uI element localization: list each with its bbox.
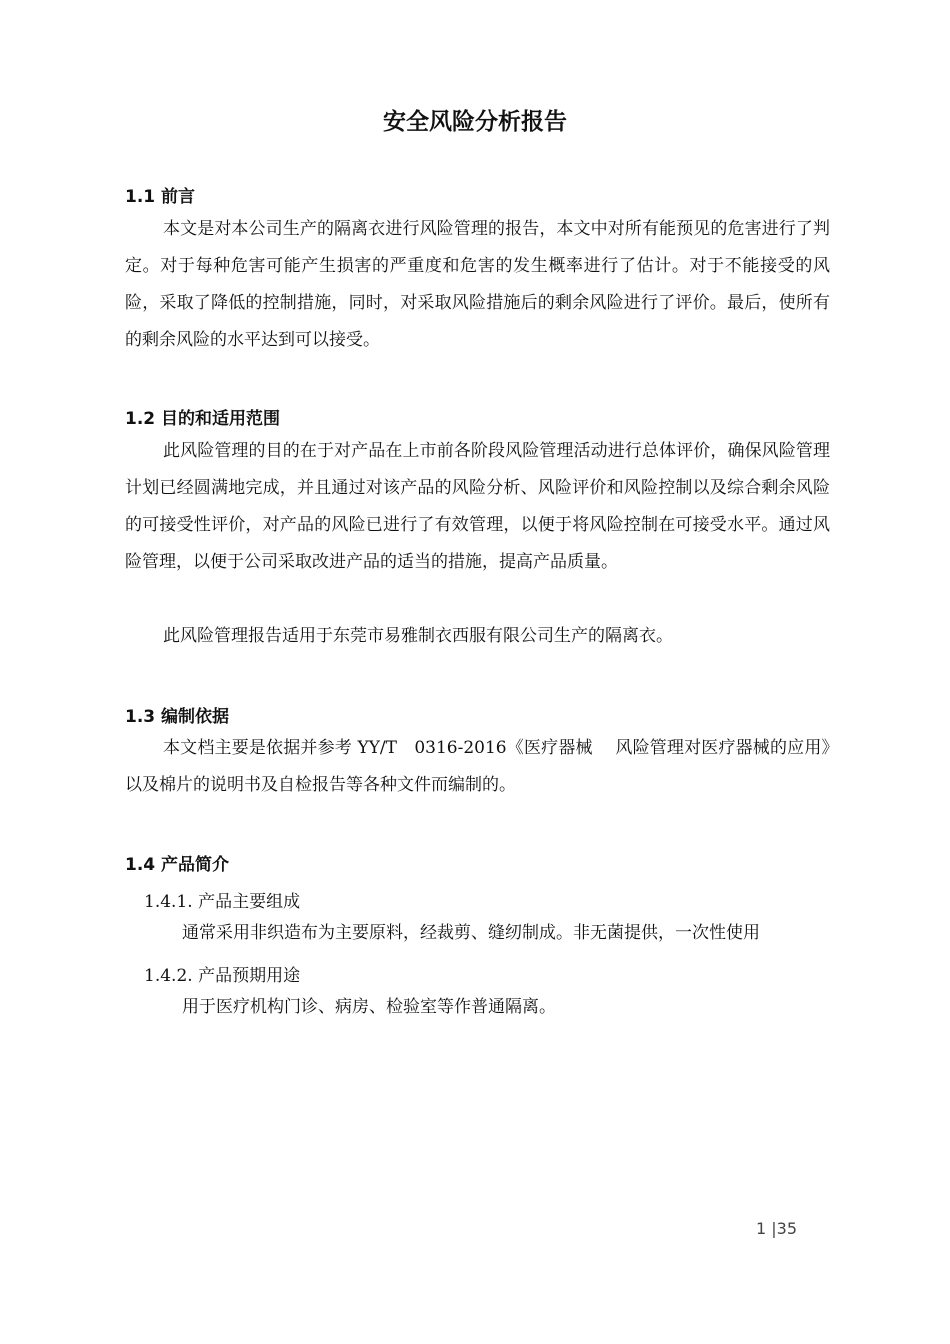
subsection-heading-1-4-2: 1.4.2. 产品预期用途 [144, 966, 301, 986]
section-heading-1-3: 1.3 编制依据 [125, 707, 230, 727]
section-paragraph-1-1: 本文是对本公司生产的隔离衣进行风险管理的报告，本文中对所有能预见的危害进行了判定。对于每种危害可能产生损害的严重度和危害的发生概率进行了估计。对于不能接受的风险，采取了降低的控制措施，同时，对采取风险措施后的剩余风险进行了评价。最后，使所有的剩余风险的水平达到可以接受。 [125, 219, 830, 350]
subsection-text-1-4-1: 通常采用非织造布为主要原料，经裁剪、缝纫制成。非无菌提供，一次性使用 [182, 923, 760, 943]
section-paragraph-1-2-b: 此风险管理报告适用于东莞市易雅制衣西服有限公司生产的隔离衣。 [163, 626, 673, 646]
subsection-text-1-4-2: 用于医疗机构门诊、病房、检验室等作普通隔离。 [182, 997, 556, 1017]
section-paragraph-1-3: 本文档主要是依据并参考 YY/T 0316-2016《医疗器械 风险管理对医疗器械的应用》以及棉片的说明书及自检报告等各种文件而编制的。 [125, 738, 830, 795]
subsection-heading-1-4-1: 1.4.1. 产品主要组成 [144, 892, 301, 912]
document-title: 安全风险分析报告 [383, 109, 567, 135]
page-number: 1 |35 [756, 1219, 798, 1238]
section-heading-1-2: 1.2 目的和适用范围 [125, 409, 281, 429]
section-heading-1-4: 1.4 产品简介 [125, 855, 230, 875]
section-heading-1-1: 1.1 前言 [125, 187, 196, 207]
section-paragraph-1-2-a: 此风险管理的目的在于对产品在上市前各阶段风险管理活动进行总体评价，确保风险管理计划已经圆满地完成，并且通过对该产品的风险分析、风险评价和风险控制以及综合剩余风险的可接受性评价，对产品的风险已进行了有效管理，以便于将风险控制在可接受水平。通过风险管理，以便于公司采取改进产品的适当的措施，提高产品质量。 [125, 441, 830, 572]
